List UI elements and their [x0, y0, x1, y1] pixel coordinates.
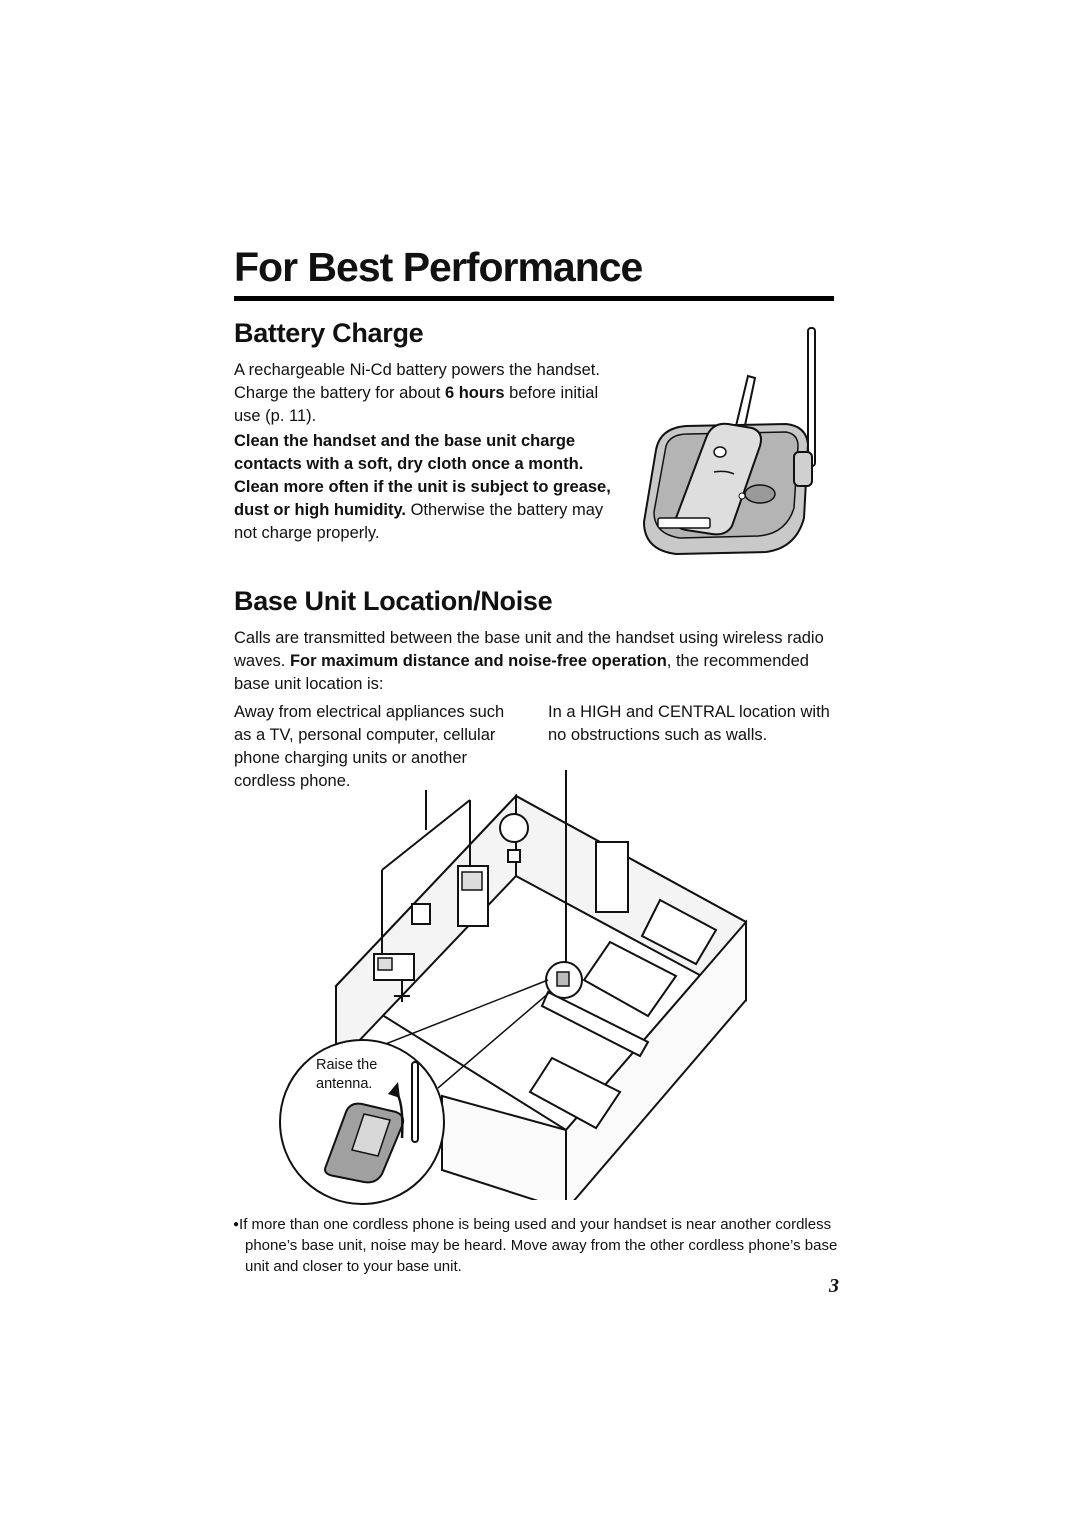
bullet-icon: ● — [233, 1219, 240, 1230]
location-heading: Base Unit Location/Noise — [234, 586, 553, 616]
battery-paragraph-2: Clean the handset and the base unit charge contacts with a soft, dry cloth once a month. Clean more often if the unit is subject to grease, dust or high humidity. Otherwise the battery may not charge properly. — [234, 432, 611, 542]
battery-heading: Battery Charge — [234, 318, 424, 348]
battery-paragraph-1: A rechargeable Ni-Cd battery powers the handset. Charge the battery for about 6 hours before initial use (p. 11). — [234, 361, 600, 425]
page-title: For Best Performance — [234, 244, 643, 290]
bullet-note: ●If more than one cordless phone is being used and your handset is near another cordless phone’s base unit, noise may be heard. Move away from the other cordless phone’s base unit and closer to your base unit. — [233, 1216, 838, 1275]
page-number: 3 — [829, 1275, 839, 1297]
title-rule — [234, 296, 834, 301]
location-paragraph: Calls are transmitted between the base unit and the handset using wireless radio waves. For maximum distance and noise-free operation, the recommended base unit location is: — [234, 629, 824, 693]
inset-label: Raise the antenna. — [316, 1057, 378, 1092]
phone-base-unit-illustration — [636, 322, 836, 562]
right-caption: In a HIGH and CENTRAL location with no obstructions such as walls. — [548, 703, 830, 744]
left-caption: Away from electrical appliances such as a TV, personal computer, cellular phone charging units or another cordless phone. — [234, 703, 505, 790]
